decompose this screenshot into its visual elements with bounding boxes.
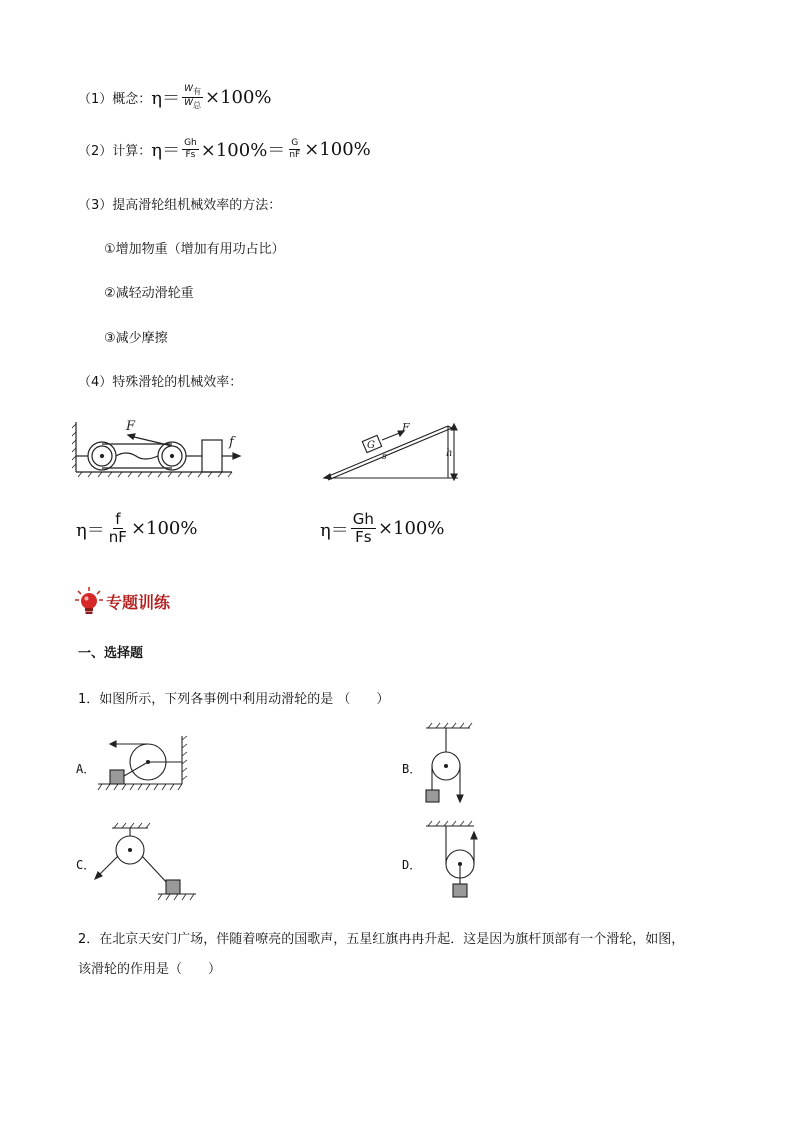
option-d-label: D． xyxy=(402,858,422,872)
left-eta: η＝ xyxy=(76,519,105,541)
horizontal-pulley-figure xyxy=(72,414,244,480)
question-2-line-1: 2．在北京天安门广场，伴随着嘹亮的国歌声，五星红旗冉冉升起．这是因为旗杆顶部有一个滑轮，如图， xyxy=(78,932,685,947)
concept-tail: ×100% xyxy=(204,86,272,108)
formula-calc xyxy=(78,136,371,162)
right-fraction: $\frac{Gh}{Fs}$ xyxy=(352,510,374,546)
methods-label: （3）提高滑轮组机械效率的方法： xyxy=(78,198,282,213)
incline-figure xyxy=(318,416,466,484)
right-tail: ×100% xyxy=(377,518,445,539)
incline-force-label: F xyxy=(402,421,410,434)
option-a-label: A． xyxy=(76,762,96,776)
option-c-figure xyxy=(92,822,200,904)
left-fraction: $\frac{f}{nF}$ xyxy=(108,510,127,546)
concept-label: （1）概念： xyxy=(78,91,152,107)
option-c-label: C． xyxy=(76,858,96,872)
special-formula-right xyxy=(320,512,444,545)
concept-fraction: $\frac{\text{W有}}{\text{W总}}$ xyxy=(184,83,201,110)
calc-eta: η＝ xyxy=(151,140,181,161)
incline-distance-label: s xyxy=(382,452,387,462)
incline-height-label: h xyxy=(446,448,453,459)
left-tail: ×100% xyxy=(130,518,198,539)
method-item-1: ①增加物重（增加有用功占比） xyxy=(104,242,285,257)
calc-label: （2）计算： xyxy=(78,143,152,159)
question-1-stem: 1．如图所示，下列各事例中利用动滑轮的是 （ ） xyxy=(78,692,390,707)
lightbulb-icon xyxy=(74,586,104,616)
method-item-2: ②减轻动滑轮重 xyxy=(104,286,194,301)
incline-weight-label: G xyxy=(367,440,375,451)
right-eta: η＝ xyxy=(320,519,349,541)
option-b-label: B． xyxy=(402,762,422,776)
calc-fraction-1: $\frac{Gh}{Fs}$ xyxy=(184,137,197,160)
section-header xyxy=(74,586,170,616)
calc-tail: ×100% xyxy=(304,138,371,160)
friction-label: f xyxy=(229,435,234,450)
part-heading: 一、选择题 xyxy=(78,646,144,661)
option-b-figure xyxy=(420,722,476,806)
special-formula-left xyxy=(76,512,197,545)
calc-fraction-2: $\frac{G}{nF}$ xyxy=(289,137,301,160)
option-a-figure xyxy=(96,732,192,798)
horizontal-force-label: F xyxy=(126,419,136,434)
formula-concept xyxy=(78,84,272,110)
concept-eta: η＝ xyxy=(151,88,181,109)
method-item-3: ③减少摩擦 xyxy=(104,331,168,346)
calc-mid: ×100%＝ xyxy=(200,140,286,161)
option-d-figure xyxy=(420,820,484,906)
special-label: （4）特殊滑轮的机械效率： xyxy=(78,375,243,390)
question-2-line-2: 该滑轮的作用是（ ） xyxy=(78,962,222,977)
section-title: 专题训练 xyxy=(106,592,171,612)
